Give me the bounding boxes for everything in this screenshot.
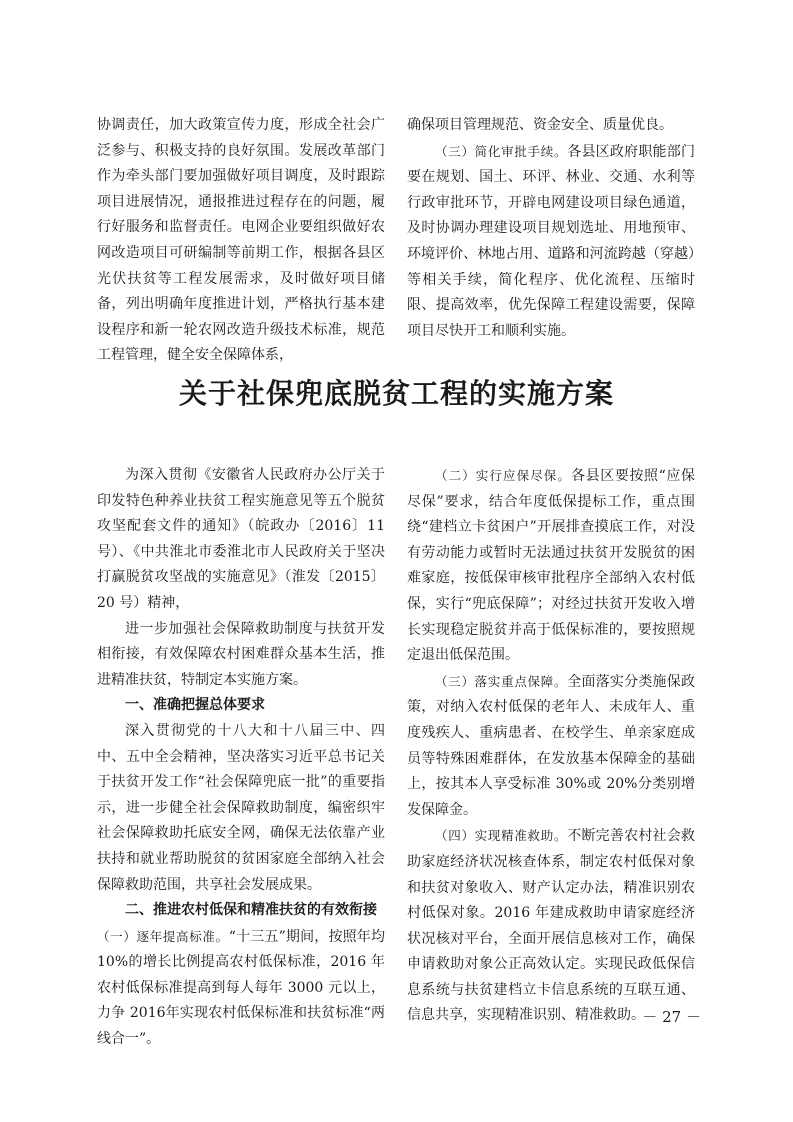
paragraph: 确保项目管理规范、资金安全、质量优良。 xyxy=(407,117,673,133)
paragraph-body: 不断完善农村社会救助家庭经济状况核查体系，制定农村低保对象和扶贫对象收入、财产认定办法，精准识别农村低保对象。2016 年建成救助申请家庭经济状况核对平台，全面开展信息核对工作，确保申请救助对象公正高效认定。实现民政低保信息系统与扶贫建档立卡信息系统的互联互通、信息共享，实现精准识别、精准救助。 xyxy=(407,828,695,1024)
paragraph-body: “十三五”期间，按照年均10%的增长比例提高农村低保标准，2016 年农村低保标准提高到每人每年 3000 元以上，力争 2016年实现农村低保标准和扶贫标准“两线合一”。 xyxy=(97,928,385,1048)
paragraph xyxy=(407,139,695,345)
section-heading: 一、准确把握总体要求 xyxy=(125,697,265,714)
paragraph-body: 全面落实分类施保政策，对纳入农村低保的老年人、未成年人、重度残疾人、重病患者、在校学生、单亲家庭成员等特殊困难群体，在发放基本保障金的基础上，按其本人享受标准 30%或 20%分类别增发保障金。 xyxy=(407,673,695,818)
paragraph-body: 各县区要按照“应保尽保”要求，结合年度低保提标工作，重点围绕“建档立卡贫困户”开展排查摸底工作，对没有劳动能力或暂时无法通过扶贫开发脱贫的困难家庭，按低保审核审批程序全部纳入农村低保，实行“兜底保障”；对经过扶贫开发收入增长实现稳定脱贫并高于低保标准的，要按照规定退出低保范围。 xyxy=(407,468,695,664)
paragraph: 为深入贯彻《安徽省人民政府办公厅关于印发特色种养业扶贫工程实施意见等五个脱贫攻坚配套文件的通知》（皖政办〔2016〕11 号）、《中共淮北市委淮北市人民政府关于坚决打赢脱贫攻坚战的实施意见》（淮发〔2015〕20 号）精神， xyxy=(97,467,385,611)
paragraph-lead: （四）实现精准救助。 xyxy=(435,828,568,844)
paragraph-lead: （三）落实重点保障。 xyxy=(435,673,568,689)
page-number: － 27 － xyxy=(642,1008,701,1026)
paragraph-lead: （一）逐年提高标准。 xyxy=(97,928,229,944)
paragraph xyxy=(97,924,385,1053)
paragraph: 深入贯彻党的十八大和十八届三中、四中、五中全会精神，坚决落实习近平总书记关于扶贫开发工作“社会保障兜底一批”的重要指示，进一步健全社会保障救助制度，编密织牢社会保障救助托底安全网，确保无法依靠产业扶持和就业帮助脱贫的贫困家庭全部纳入社会保障救助范围，共享社会发展成果。 xyxy=(97,722,385,893)
paragraph xyxy=(407,463,695,669)
top-left-column xyxy=(97,113,385,369)
left-column xyxy=(97,463,385,1053)
section-heading: 二、推进农村低保和精准扶贫的有效衔接 xyxy=(125,902,377,919)
right-column xyxy=(407,463,695,1029)
document-title: 关于社保兜底脱贫工程的实施方案 xyxy=(178,377,614,410)
paragraph: 进一步加强社会保障救助制度与扶贫开发相衔接，有效保障农村困难群众基本生活，推进精准扶贫，特制定本实施方案。 xyxy=(97,620,385,688)
paragraph xyxy=(407,823,695,1029)
paragraph-body: 各县区政府职能部门要在规划、国土、环评、林业、交通、水利等行政审批环节，开辟电网建设项目绿色通道，及时协调办理建设项目规划选址、用地预审、环境评价、林地占用、道路和河流跨越（穿越）等相关手续，简化程序、优化流程、压缩时限、提高效率，优先保障工程建设需要，保障项目尽快开工和顺利实施。 xyxy=(407,143,695,339)
paragraph: 协调责任，加大政策宣传力度，形成全社会广泛参与、积极支持的良好氛围。发展改革部门作为牵头部门要加强做好项目调度，及时跟踪项目进展情况，通报推进过程存在的问题，履行好服务和监督责任。电网企业要组织做好农网改造项目可研编制等前期工作，根据各县区光伏扶贫等工程发展需求，及时做好项目储备，列出明确年度推进计划，严格执行基本建设程序和新一轮农网改造升级技术标准，规范工程管理，健全安全保障体系， xyxy=(97,117,385,364)
paragraph-lead: （二）实行应保尽保。 xyxy=(435,468,572,483)
paragraph xyxy=(407,669,695,824)
paragraph-lead: （三）简化审批手续。 xyxy=(435,143,568,159)
top-right-column xyxy=(407,113,695,344)
